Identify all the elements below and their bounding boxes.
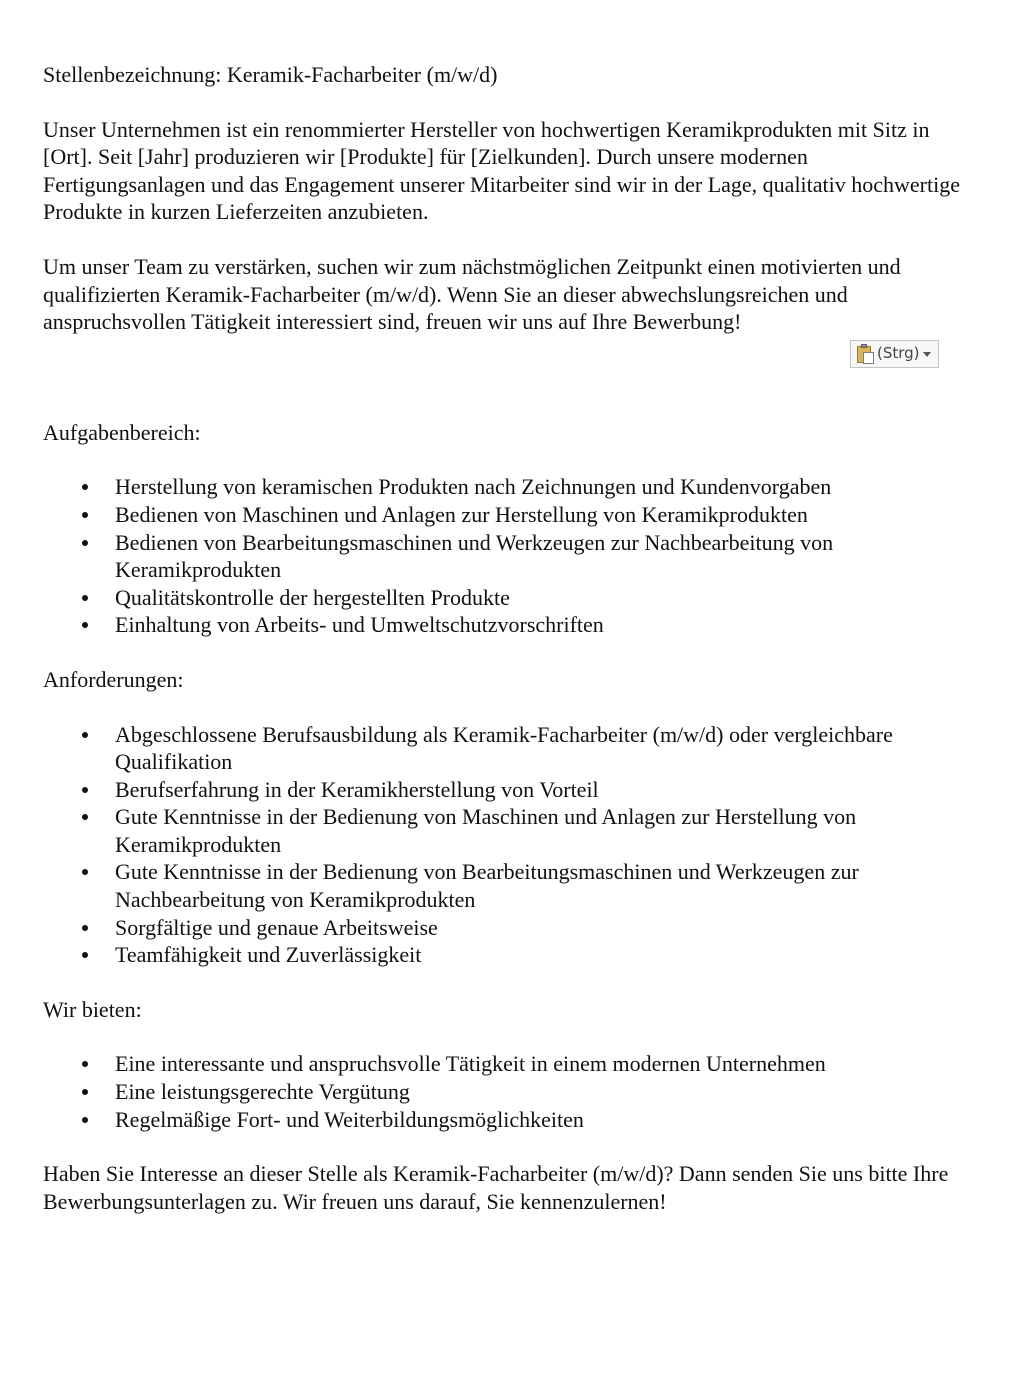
tasks-list bbox=[43, 473, 963, 639]
list-item: Sorgfältige und genaue Arbeitsweise bbox=[115, 914, 963, 942]
paste-options-label: (Strg) bbox=[877, 344, 920, 363]
list-item: Teamfähigkeit und Zuverlässigkeit bbox=[115, 941, 963, 969]
job-title-line: Stellenbezeichnung: Keramik-Facharbeiter (m/w/d) bbox=[43, 62, 498, 87]
list-item: Abgeschlossene Berufsausbildung als Keramik-Facharbeiter (m/w/d) oder vergleichbare Qualifikation bbox=[115, 721, 963, 776]
requirements-heading: Anforderungen: bbox=[43, 666, 184, 692]
document-body bbox=[43, 61, 963, 1242]
paste-options-button[interactable] bbox=[850, 340, 939, 368]
list-item: Gute Kenntnisse in der Bedienung von Bearbeitungsmaschinen und Werkzeugen zur Nachbearbeitung von Keramikprodukten bbox=[115, 858, 963, 913]
list-item: Bedienen von Bearbeitungsmaschinen und Werkzeugen zur Nachbearbeitung von Keramikprodukten bbox=[115, 529, 963, 584]
list-item: Eine interessante und anspruchsvolle Tätigkeit in einem modernen Unternehmen bbox=[115, 1050, 963, 1078]
list-item: Einhaltung von Arbeits- und Umweltschutzvorschriften bbox=[115, 611, 963, 639]
list-item: Regelmäßige Fort- und Weiterbildungsmöglichkeiten bbox=[115, 1106, 963, 1134]
list-item: Herstellung von keramischen Produkten nach Zeichnungen und Kundenvorgaben bbox=[115, 473, 963, 501]
offer-heading: Wir bieten: bbox=[43, 996, 142, 1022]
list-item: Gute Kenntnisse in der Bedienung von Maschinen und Anlagen zur Herstellung von Keramikprodukten bbox=[115, 803, 963, 858]
requirements-list bbox=[43, 721, 963, 969]
tasks-heading: Aufgabenbereich: bbox=[43, 419, 201, 445]
chevron-down-icon bbox=[923, 352, 931, 357]
list-item: Eine leistungsgerechte Vergütung bbox=[115, 1078, 963, 1106]
list-item: Qualitätskontrolle der hergestellten Produkte bbox=[115, 584, 963, 612]
offer-list bbox=[43, 1050, 963, 1133]
intro-paragraph-team: Um unser Team zu verstärken, suchen wir zum nächstmöglichen Zeitpunkt einen motivierten und qualifizierten Keramik-Facharbeiter (m/w/d). Wenn Sie an dieser abwechslungsreichen und anspruchsvollen Tätigkeit interessiert sind, freuen wir uns auf Ihre Bewerbung! bbox=[43, 253, 901, 335]
closing-paragraph: Haben Sie Interesse an dieser Stelle als Keramik-Facharbeiter (m/w/d)? Dann senden Sie uns bitte Ihre Bewerbungsunterlagen zu. Wir freuen uns darauf, Sie kennenzulernen! bbox=[43, 1161, 949, 1214]
intro-paragraph-company: Unser Unternehmen ist ein renommierter Hersteller von hochwertigen Keramikprodukten mit Sitz in [Ort]. Seit [Jahr] produzieren wir [Produkte] für [Zielkunden]. Durch unsere modernen Fertigungsanlagen und das Engagement unserer Mitarbeiter sind wir in der Lage, qualitativ hochwertige Produkte in kurzen Lieferzeiten anzubieten. bbox=[43, 116, 960, 225]
list-item: Berufserfahrung in der Keramikherstellung von Vorteil bbox=[115, 776, 963, 804]
list-item: Bedienen von Maschinen und Anlagen zur Herstellung von Keramikprodukten bbox=[115, 501, 963, 529]
clipboard-icon bbox=[855, 343, 875, 365]
